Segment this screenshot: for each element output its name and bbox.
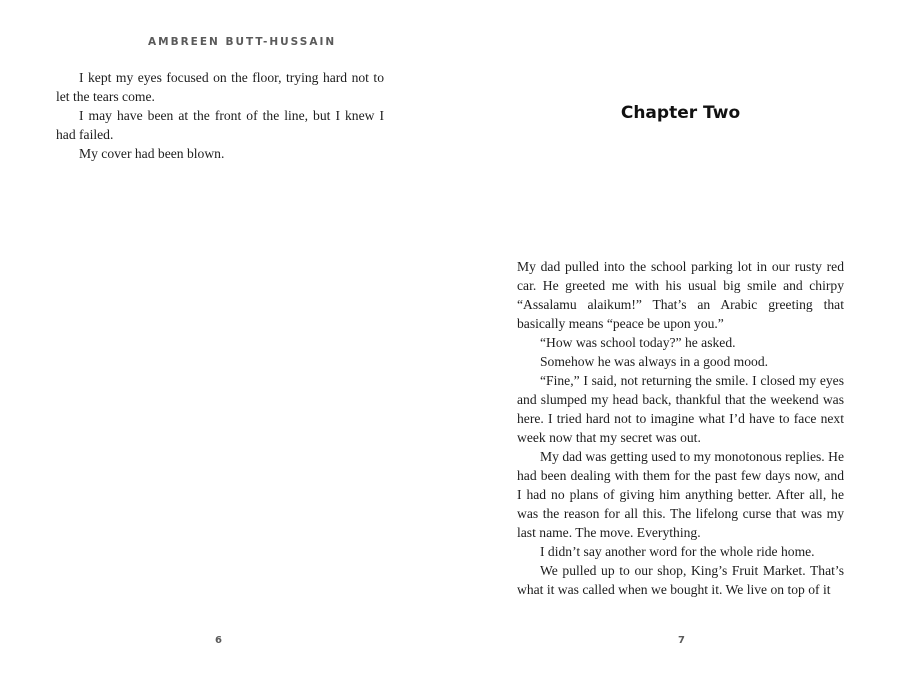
paragraph: “Fine,” I said, not returning the smile. I closed my eyes and slumped my head back, thankful that the weekend was here. I tried hard not to imagine what I’d have to face next week now that my secret was out. <box>517 373 844 445</box>
paragraph: My dad pulled into the school parking lot in our rusty red car. He greeted me with his usual big smile and chirpy “Assalamu alaikum!” That’s an Arabic greeting that basically means “peace be upon you.” <box>517 259 844 331</box>
paragraph: “How was school today?” he asked. <box>540 335 736 350</box>
page-number-left: 6 <box>215 635 222 646</box>
paragraph: I may have been at the front of the line, but I knew I had failed. <box>56 108 384 142</box>
paragraph: My cover had been blown. <box>79 146 225 161</box>
paragraph: We pulled up to our shop, King’s Fruit Market. That’s what it was called when we bought it. We live on top of it <box>517 563 844 597</box>
chapter-title: Chapter Two <box>620 103 741 123</box>
paragraph: I didn’t say another word for the whole ride home. <box>540 544 815 559</box>
paragraph: Somehow he was always in a good mood. <box>540 354 769 369</box>
paragraph: My dad was getting used to my monotonous replies. He had been dealing with them for the past few days now, and I had no plans of giving him anything better. After all, he was the reason for all this. The lifelong curse that was my last name. The move. Everything. <box>517 449 844 540</box>
running-head-author: AMBREEN BUTT-HUSSAIN <box>148 36 337 48</box>
paragraph: I kept my eyes focused on the floor, trying hard not to let the tears come. <box>56 70 384 104</box>
right-page-body <box>517 257 844 599</box>
page-number-right: 7 <box>678 635 685 646</box>
left-page-body <box>56 68 384 163</box>
